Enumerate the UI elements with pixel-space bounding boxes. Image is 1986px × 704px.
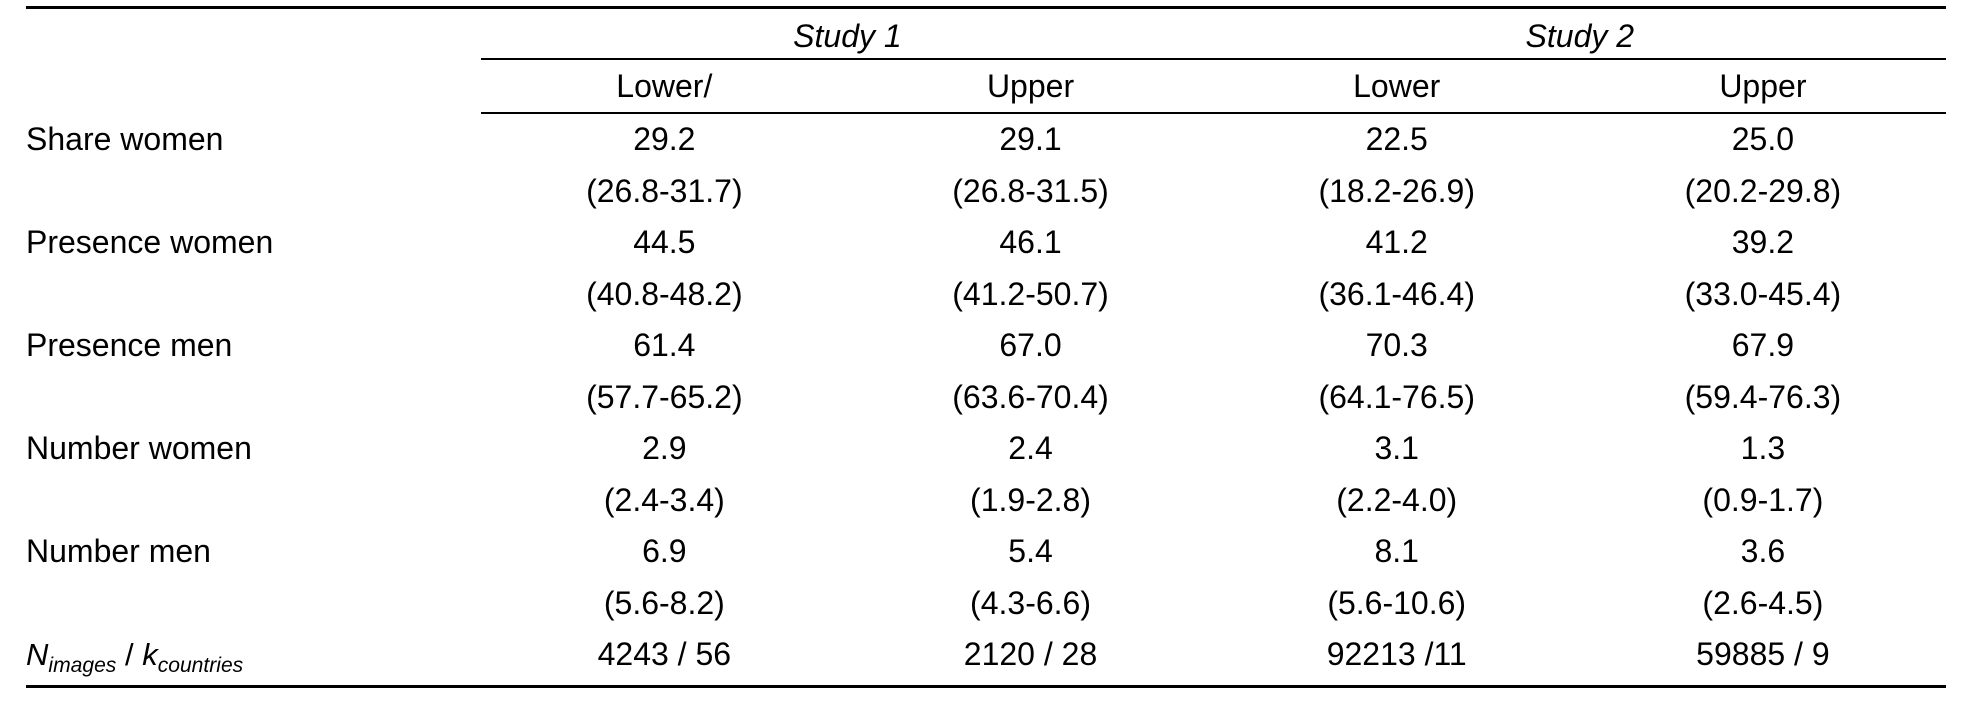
cell-value: 29.2: [633, 121, 696, 157]
row-label-share-women: Share women: [26, 120, 224, 157]
cell-ci: (2.4-3.4): [603, 481, 725, 518]
row-label-ci-blank: [26, 577, 481, 629]
cell-value: 3.1: [1374, 430, 1419, 466]
cell-value: 61.4: [633, 327, 696, 363]
cell-ci: (64.1-76.5): [1318, 378, 1475, 415]
row-label-presence-women: Presence women: [26, 224, 274, 260]
cell-value: 2.4: [1008, 430, 1053, 466]
row-label-ci-blank: [26, 165, 481, 217]
separator: /: [116, 636, 143, 672]
column-header-study2-upper: Upper: [1580, 59, 1946, 113]
table-row-ci: [26, 474, 1946, 526]
cell-value: 67.9: [1731, 327, 1795, 363]
cell-ci: (1.9-2.8): [970, 481, 1091, 518]
statistics-table-container: [26, 6, 1946, 688]
n-symbol: N: [26, 636, 49, 672]
cell-value: 3.6: [1740, 533, 1786, 569]
cell-sample-size: 92213 /11: [1326, 636, 1467, 672]
cell-ci: (18.2-26.9): [1318, 172, 1475, 209]
cell-sample-size: 59885 / 9: [1696, 636, 1830, 672]
column-header-study1-lower: Lower/: [481, 59, 847, 113]
cell-value: 2.9: [642, 430, 687, 466]
group-header-study-2: Study 2: [1214, 14, 1946, 59]
n-subscript: images: [48, 653, 117, 677]
group-header-empty: [26, 14, 481, 59]
group-header-row: [26, 14, 1946, 59]
k-subscript: countries: [157, 653, 244, 677]
group-header-study-1: Study 1: [481, 14, 1213, 59]
row-label-ci-blank: [26, 474, 481, 526]
cell-value: 5.4: [1008, 533, 1053, 569]
cell-value: 22.5: [1365, 121, 1428, 157]
cell-sample-size: 4243 / 56: [597, 636, 732, 672]
column-header-study2-lower: Lower: [1214, 59, 1580, 113]
k-symbol: k: [142, 636, 158, 672]
cell-value: 44.5: [633, 224, 696, 260]
cell-value: 70.3: [1365, 327, 1428, 363]
table-row-sample-sizes: [26, 629, 1946, 680]
row-label-sample-sizes: [26, 629, 481, 680]
row-label-ci-blank: [26, 371, 481, 423]
table-row: [26, 320, 1946, 371]
cell-ci: (4.3-6.6): [970, 584, 1091, 621]
cell-value: 29.1: [999, 121, 1062, 157]
table-row-ci: [26, 371, 1946, 423]
cell-ci: (33.0-45.4): [1684, 275, 1842, 312]
cell-value: 39.2: [1731, 224, 1795, 260]
cell-ci: (0.9-1.7): [1702, 481, 1824, 518]
cell-ci: (40.8-48.2): [586, 275, 743, 312]
table-row-ci: [26, 268, 1946, 320]
cell-ci: (20.2-29.8): [1684, 172, 1842, 209]
cell-ci: (26.8-31.7): [586, 172, 743, 209]
column-header-row: [26, 59, 1946, 113]
cell-ci: (36.1-46.4): [1318, 275, 1475, 312]
cell-value: 8.1: [1374, 533, 1419, 569]
table-row: [26, 423, 1946, 474]
table-row: [26, 113, 1946, 165]
row-label-number-men: Number men: [26, 533, 211, 569]
cell-ci: (2.6-4.5): [1702, 584, 1824, 621]
cell-ci: (26.8-31.5): [952, 172, 1109, 209]
cell-value: 41.2: [1365, 224, 1428, 260]
cell-ci: (57.7-65.2): [586, 378, 743, 415]
cell-value: 6.9: [642, 533, 687, 569]
table-row-ci: [26, 577, 1946, 629]
cell-ci: (5.6-10.6): [1327, 584, 1467, 621]
column-header-blank: [26, 59, 481, 113]
cell-ci: (41.2-50.7): [952, 275, 1109, 312]
cell-ci: (2.2-4.0): [1336, 481, 1458, 518]
cell-sample-size: 2120 / 28: [963, 636, 1098, 672]
cell-ci: (59.4-76.3): [1684, 378, 1842, 415]
row-label-number-women: Number women: [26, 430, 252, 466]
row-label-ci-blank: [26, 268, 481, 320]
cell-ci: (63.6-70.4): [952, 378, 1109, 415]
cell-value: 46.1: [999, 224, 1062, 260]
row-label-presence-men: Presence men: [26, 327, 233, 363]
cell-value: 67.0: [999, 327, 1062, 363]
column-header-study1-upper: Upper: [847, 59, 1213, 113]
cell-ci: (5.6-8.2): [603, 584, 725, 621]
cell-value: 25.0: [1731, 121, 1795, 157]
table-row-ci: [26, 165, 1946, 217]
table-row: [26, 217, 1946, 268]
cell-value: 1.3: [1740, 430, 1786, 466]
statistics-table: [26, 6, 1946, 688]
table-row: [26, 526, 1946, 577]
table-bottom-rule: [26, 680, 1946, 687]
